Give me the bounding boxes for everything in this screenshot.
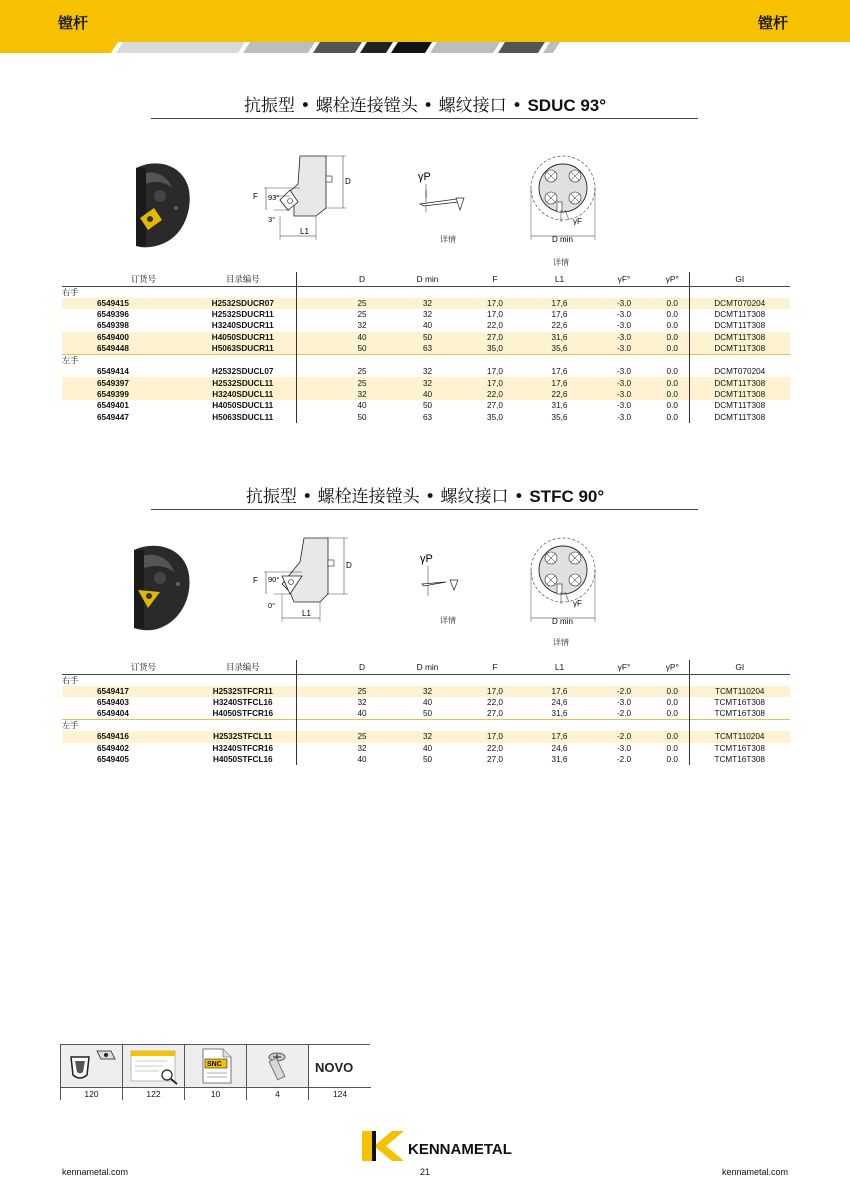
row-spacer xyxy=(62,708,97,720)
dimension-diagram-1 xyxy=(250,150,360,242)
row-spacer xyxy=(62,754,97,765)
value-F: 27,0 xyxy=(487,709,503,719)
group-divider xyxy=(689,674,790,686)
value-gammaP: 0.0 xyxy=(656,731,689,742)
value-gammaF: -3.0 xyxy=(616,401,632,411)
spec-table-sduc xyxy=(62,272,790,423)
header-catalog-no: 目录编号 xyxy=(190,272,296,286)
row-divider xyxy=(296,343,332,355)
catalog-number: H4050SDUCR11 xyxy=(190,332,296,343)
value-gammaF: -3.0 xyxy=(592,298,656,309)
order-number: 6549399 xyxy=(97,389,190,400)
footer-url-left[interactable]: kennametal.com xyxy=(62,1167,129,1177)
value-D: 25 xyxy=(332,298,392,309)
catalog-number: H5063SDUCR11 xyxy=(190,343,296,355)
icon-page-122: 122 xyxy=(123,1087,185,1100)
value-gammaP: 0.0 xyxy=(656,377,689,388)
value-gammaP: 0.0 xyxy=(656,389,689,400)
group-divider xyxy=(689,355,790,367)
row-divider xyxy=(296,377,332,388)
value-gammaF: -3.0 xyxy=(616,698,632,708)
value-L1: 22,6 xyxy=(551,321,568,331)
catalog-number: H2532SDUCR11 xyxy=(211,310,274,320)
brand-name: KENNAMETAL xyxy=(408,1141,512,1158)
header-stripes xyxy=(0,42,850,53)
table-row[interactable] xyxy=(62,332,790,343)
row-divider xyxy=(296,332,332,343)
catalog-number: H3240SDUCR11 xyxy=(211,321,274,331)
value-F: 22,0 xyxy=(463,389,527,400)
header-D: D xyxy=(332,660,392,674)
value-gammaF: -3.0 xyxy=(616,743,632,753)
row-spacer xyxy=(62,309,97,320)
value-F: 17,0 xyxy=(463,298,527,309)
header-gammaF: γF° xyxy=(592,660,656,674)
section-1-title-rule xyxy=(151,118,698,119)
value-F: 22,0 xyxy=(487,743,503,753)
value-D: 50 xyxy=(357,412,367,422)
value-F: 27,0 xyxy=(463,332,527,343)
rake-angle-detail-1 xyxy=(412,168,472,218)
insert-geometry-icon[interactable] xyxy=(61,1045,123,1087)
value-F: 17,0 xyxy=(463,686,527,697)
value-Dmin: 32 xyxy=(422,367,433,377)
value-D: 25 xyxy=(357,310,367,320)
value-gammaF: -2.0 xyxy=(616,755,632,765)
group-divider xyxy=(296,286,332,298)
group-spacer xyxy=(332,355,689,367)
group-divider xyxy=(689,286,790,298)
value-L1: 17,6 xyxy=(527,377,592,388)
detail-caption-2b: 详情 xyxy=(553,638,569,647)
value-L1: 35,6 xyxy=(527,343,592,355)
value-gammaP: 0.0 xyxy=(666,367,678,377)
value-GI: DCMT11T308 xyxy=(689,320,790,331)
approach-angle-label-2: 90° xyxy=(268,575,280,584)
table-row[interactable] xyxy=(62,686,790,697)
value-D: 25 xyxy=(332,377,392,388)
value-L1: 17,6 xyxy=(527,298,592,309)
value-L1: 24,6 xyxy=(551,743,568,753)
value-gammaF: -3.0 xyxy=(616,412,632,422)
order-number: 6549400 xyxy=(97,332,190,343)
table-row[interactable] xyxy=(62,343,790,355)
icon-page-4: 4 xyxy=(247,1087,309,1100)
value-GI: DCMT070204 xyxy=(689,366,790,377)
value-gammaP: 0.0 xyxy=(666,709,678,719)
header-spacer xyxy=(62,272,97,286)
order-number: 6549397 xyxy=(97,377,190,388)
end-view-diagram-2 xyxy=(525,528,605,628)
value-GI: DCMT11T308 xyxy=(689,377,790,388)
value-gammaP: 0.0 xyxy=(666,698,678,708)
value-gammaP: 0.0 xyxy=(666,755,678,765)
value-GI: DCMT11T308 xyxy=(689,332,790,343)
table-row[interactable] xyxy=(62,731,790,742)
order-number: 6549402 xyxy=(97,743,129,753)
header-title-right: 镗杆 xyxy=(757,14,788,32)
value-L1: 31,6 xyxy=(551,709,568,719)
value-D: 25 xyxy=(332,686,392,697)
table-row[interactable] xyxy=(62,298,790,309)
catalog-number: H4050SDUCL11 xyxy=(212,401,274,411)
catalog-number: H5063SDUCL11 xyxy=(212,412,274,422)
value-D: 32 xyxy=(357,321,367,331)
value-D: 32 xyxy=(332,389,392,400)
value-gammaP: 0.0 xyxy=(656,298,689,309)
row-divider xyxy=(296,754,332,765)
value-D: 40 xyxy=(357,709,367,719)
dim-F-label-1: F xyxy=(253,192,258,201)
table-row[interactable] xyxy=(62,389,790,400)
value-L1: 31,6 xyxy=(551,401,568,411)
catalog-number: H3240SDUCL11 xyxy=(190,389,296,400)
section-2-title xyxy=(0,482,850,507)
value-Dmin: 32 xyxy=(392,731,463,742)
value-gammaF: -3.0 xyxy=(592,377,656,388)
value-F: 17,0 xyxy=(487,310,503,320)
value-D: 40 xyxy=(332,332,392,343)
clearance-angle-label-2: 0° xyxy=(268,601,276,610)
header-GI: GI xyxy=(689,660,790,674)
header-catalog-no: 目录编号 xyxy=(190,660,296,674)
row-spacer xyxy=(62,731,97,742)
value-L1: 17,6 xyxy=(551,310,568,320)
dmin-label-1: D min xyxy=(552,235,573,244)
detail-caption-1b: 详情 xyxy=(553,258,569,267)
row-divider xyxy=(296,412,332,423)
value-Dmin: 32 xyxy=(392,298,463,309)
header-gammaP: γP° xyxy=(656,660,689,674)
value-D: 32 xyxy=(357,698,367,708)
hand-group-label: 右手 xyxy=(62,674,79,685)
value-Dmin: 50 xyxy=(392,332,463,343)
value-gammaP: 0.0 xyxy=(656,686,689,697)
value-L1: 22,6 xyxy=(527,389,592,400)
table-row[interactable] xyxy=(62,412,790,423)
value-Dmin: 50 xyxy=(422,755,433,765)
value-GI: DCMT11T308 xyxy=(689,412,790,423)
value-F: 17,0 xyxy=(463,731,527,742)
table-row[interactable] xyxy=(62,309,790,320)
value-gammaP: 0.0 xyxy=(656,343,689,355)
value-D: 32 xyxy=(357,743,367,753)
order-number: 6549447 xyxy=(97,412,129,422)
row-divider xyxy=(296,366,332,377)
order-number: 6549401 xyxy=(97,401,129,411)
row-spacer xyxy=(62,743,97,754)
value-GI: TCMT16T308 xyxy=(689,708,790,720)
value-gammaP: 0.0 xyxy=(666,401,678,411)
reference-icon-strip xyxy=(60,1044,370,1100)
header-D: D xyxy=(332,272,392,286)
value-Dmin: 40 xyxy=(422,321,433,331)
catalog-number: H2532SDUCL11 xyxy=(190,377,296,388)
snc-label: SNC xyxy=(207,1061,222,1068)
table-header-row xyxy=(62,272,790,286)
boring-head-photo-1 xyxy=(126,158,196,250)
value-F: 17,0 xyxy=(487,367,503,377)
dim-F-label-2: F xyxy=(253,576,258,585)
header-L1: L1 xyxy=(527,660,592,674)
dim-D-label-2: D xyxy=(346,561,352,570)
table-row[interactable] xyxy=(62,366,790,377)
table-row[interactable] xyxy=(62,754,790,765)
gamma-f-label-2: γF xyxy=(573,599,582,608)
catalog-number: H2532SDUCL07 xyxy=(212,367,274,377)
header-gammaF: γF° xyxy=(592,272,656,286)
header-spacer xyxy=(62,660,97,674)
row-spacer xyxy=(62,320,97,331)
table-row[interactable] xyxy=(62,400,790,411)
table-row[interactable] xyxy=(62,743,790,754)
boring-head-photo-2 xyxy=(126,540,196,632)
header-gammaP: γP° xyxy=(656,272,689,286)
screw-icon[interactable] xyxy=(247,1045,309,1087)
order-number: 6549415 xyxy=(97,298,190,309)
value-Dmin: 50 xyxy=(422,709,433,719)
order-number: 6549405 xyxy=(97,755,129,765)
value-gammaF: -2.0 xyxy=(592,731,656,742)
row-spacer xyxy=(62,686,97,697)
value-GI: DCMT070204 xyxy=(689,298,790,309)
value-gammaP: 0.0 xyxy=(666,412,678,422)
catalog-number: H2532STFCL11 xyxy=(190,731,296,742)
row-divider xyxy=(296,400,332,411)
value-L1: 35,6 xyxy=(551,412,568,422)
dim-D-label-1: D xyxy=(345,177,351,186)
catalog-number: H4050STFCR16 xyxy=(212,709,274,719)
table-group-row xyxy=(62,355,790,367)
catalog-number: H4050STFCL16 xyxy=(212,755,273,765)
row-spacer xyxy=(62,389,97,400)
value-F: 22,0 xyxy=(487,321,503,331)
value-D: 40 xyxy=(357,401,367,411)
header-GI: GI xyxy=(689,272,790,286)
clearance-angle-label-1: 3° xyxy=(268,215,276,224)
value-Dmin: 50 xyxy=(422,401,433,411)
row-divider xyxy=(296,697,332,708)
section-1-title-code: SDUC 93° xyxy=(527,96,607,115)
section-1-title-cn: 抗振型 • 螺栓连接镗头 • 螺纹接口 • xyxy=(243,96,528,116)
order-number: 6549414 xyxy=(97,367,129,377)
gamma-p-label-2: γP xyxy=(420,553,433,565)
order-number: 6549416 xyxy=(97,731,190,742)
novo-logo-icon[interactable] xyxy=(309,1045,371,1087)
row-divider xyxy=(296,686,332,697)
hand-group-label: 左手 xyxy=(62,355,296,367)
header-divider xyxy=(296,272,332,286)
value-GI: DCMT11T308 xyxy=(689,389,790,400)
section-2-title-rule xyxy=(151,509,698,510)
group-spacer xyxy=(332,720,689,732)
row-spacer xyxy=(62,412,97,423)
icon-page-10: 10 xyxy=(185,1087,247,1100)
header-order-no: 订货号 xyxy=(97,660,190,674)
order-number: 6549403 xyxy=(97,698,129,708)
value-F: 27,0 xyxy=(487,401,503,411)
row-divider xyxy=(296,298,332,309)
row-divider xyxy=(296,731,332,742)
order-number: 6549417 xyxy=(97,686,190,697)
value-GI: TCMT16T308 xyxy=(689,743,790,754)
table-group-row xyxy=(62,286,790,298)
value-gammaP: 0.0 xyxy=(666,310,678,320)
section-1-title xyxy=(0,91,850,116)
catalog-number: H3240STFCR16 xyxy=(212,743,274,753)
header-F: F xyxy=(463,272,527,286)
catalog-number: H2532SDUCR07 xyxy=(190,298,296,309)
value-Dmin: 32 xyxy=(392,377,463,388)
value-L1: 31,6 xyxy=(527,332,592,343)
dimension-diagram-2 xyxy=(250,532,360,626)
value-gammaF: -3.0 xyxy=(592,389,656,400)
value-L1: 24,6 xyxy=(551,698,568,708)
row-spacer xyxy=(62,377,97,388)
group-divider xyxy=(296,720,332,732)
value-gammaF: -2.0 xyxy=(592,686,656,697)
header-L1: L1 xyxy=(527,272,592,286)
value-F: 17,0 xyxy=(463,377,527,388)
row-divider xyxy=(296,320,332,331)
value-GI: TCMT110204 xyxy=(689,731,790,742)
row-spacer xyxy=(62,343,97,355)
spec-table-stfc xyxy=(62,660,790,765)
gamma-p-label-1: γP xyxy=(418,171,431,183)
group-divider xyxy=(296,355,332,367)
order-number: 6549448 xyxy=(97,343,190,355)
value-Dmin: 40 xyxy=(392,389,463,400)
value-D: 25 xyxy=(357,367,367,377)
value-F: 35,0 xyxy=(463,343,527,355)
hand-group-label: 右手 xyxy=(62,286,79,297)
header-divider xyxy=(296,660,332,674)
value-Dmin: 40 xyxy=(422,698,433,708)
value-GI: DCMT11T308 xyxy=(689,343,790,355)
group-spacer xyxy=(332,674,689,686)
dmin-label-2: D min xyxy=(552,617,573,626)
value-gammaF: -3.0 xyxy=(616,310,632,320)
order-number: 6549398 xyxy=(97,321,129,331)
row-spacer xyxy=(62,298,97,309)
table-row[interactable] xyxy=(62,377,790,388)
value-Dmin: 32 xyxy=(422,310,433,320)
rake-angle-detail-2 xyxy=(414,550,474,600)
hand-group-label: 左手 xyxy=(62,720,296,732)
table-group-row xyxy=(62,674,790,686)
header-bar xyxy=(0,0,850,42)
value-gammaF: -3.0 xyxy=(616,367,632,377)
footer-page-number: 21 xyxy=(419,1167,430,1177)
row-spacer xyxy=(62,697,97,708)
section-2-title-code: STFC 90° xyxy=(529,487,605,506)
value-GI: DCMT11T308 xyxy=(689,400,790,411)
gamma-f-label-1: γF xyxy=(573,217,582,226)
value-L1: 17,6 xyxy=(527,731,592,742)
header-order-no: 订货号 xyxy=(97,272,190,286)
value-gammaF: -3.0 xyxy=(616,321,632,331)
order-number: 6549404 xyxy=(97,709,129,719)
kennametal-logo xyxy=(362,1131,512,1161)
table-row[interactable] xyxy=(62,697,790,708)
catalog-number: H3240STFCL16 xyxy=(212,698,273,708)
row-divider xyxy=(296,708,332,720)
value-Dmin: 63 xyxy=(422,412,433,422)
group-divider xyxy=(689,720,790,732)
value-L1: 31,6 xyxy=(551,755,568,765)
order-number: 6549396 xyxy=(97,310,129,320)
value-gammaF: -3.0 xyxy=(592,332,656,343)
header-Dmin: D min xyxy=(392,272,463,286)
row-divider xyxy=(296,309,332,320)
icon-page-124: 124 xyxy=(309,1087,371,1100)
value-gammaF: -3.0 xyxy=(592,343,656,355)
section-2-title-cn: 抗振型 • 螺栓连接镗头 • 螺纹接口 • xyxy=(245,487,530,507)
value-Dmin: 63 xyxy=(392,343,463,355)
value-D: 50 xyxy=(332,343,392,355)
value-D: 25 xyxy=(332,731,392,742)
value-GI: TCMT16T308 xyxy=(689,754,790,765)
catalog-number: H2532STFCR11 xyxy=(190,686,296,697)
detail-caption-1a: 详情 xyxy=(440,235,456,244)
row-spacer xyxy=(62,366,97,377)
value-gammaP: 0.0 xyxy=(666,321,678,331)
value-gammaF: -2.0 xyxy=(616,709,632,719)
value-Dmin: 32 xyxy=(392,686,463,697)
snc-document-icon[interactable] xyxy=(185,1045,247,1087)
dim-L1-label-1: L1 xyxy=(300,227,309,236)
detail-caption-2a: 详情 xyxy=(440,616,456,625)
approach-angle-label-1: 93° xyxy=(268,193,280,202)
row-spacer xyxy=(62,400,97,411)
table-header-row xyxy=(62,660,790,674)
value-gammaP: 0.0 xyxy=(666,743,678,753)
value-F: 35,0 xyxy=(487,412,503,422)
value-gammaP: 0.0 xyxy=(656,332,689,343)
value-GI: DCMT11T308 xyxy=(689,309,790,320)
value-F: 27,0 xyxy=(487,755,503,765)
value-Dmin: 40 xyxy=(422,743,433,753)
dim-L1-label-2: L1 xyxy=(302,609,311,618)
row-spacer xyxy=(62,332,97,343)
table-row[interactable] xyxy=(62,708,790,720)
end-view-diagram-1 xyxy=(525,148,605,248)
footer-url-right[interactable]: kennametal.com xyxy=(721,1167,788,1177)
row-divider xyxy=(296,389,332,400)
header-title-left: 镗杆 xyxy=(58,14,89,32)
value-L1: 17,6 xyxy=(551,367,568,377)
icon-page-120: 120 xyxy=(61,1087,123,1100)
group-divider xyxy=(296,674,332,686)
table-row[interactable] xyxy=(62,320,790,331)
header-F: F xyxy=(463,660,527,674)
value-GI: TCMT110204 xyxy=(689,686,790,697)
group-spacer xyxy=(332,286,689,298)
grade-chart-icon[interactable] xyxy=(123,1045,185,1087)
value-GI: TCMT16T308 xyxy=(689,697,790,708)
value-F: 22,0 xyxy=(487,698,503,708)
row-divider xyxy=(296,743,332,754)
header-Dmin: D min xyxy=(392,660,463,674)
table-group-row xyxy=(62,720,790,732)
novo-label: NOVO xyxy=(315,1060,354,1075)
value-L1: 17,6 xyxy=(527,686,592,697)
value-D: 40 xyxy=(357,755,367,765)
